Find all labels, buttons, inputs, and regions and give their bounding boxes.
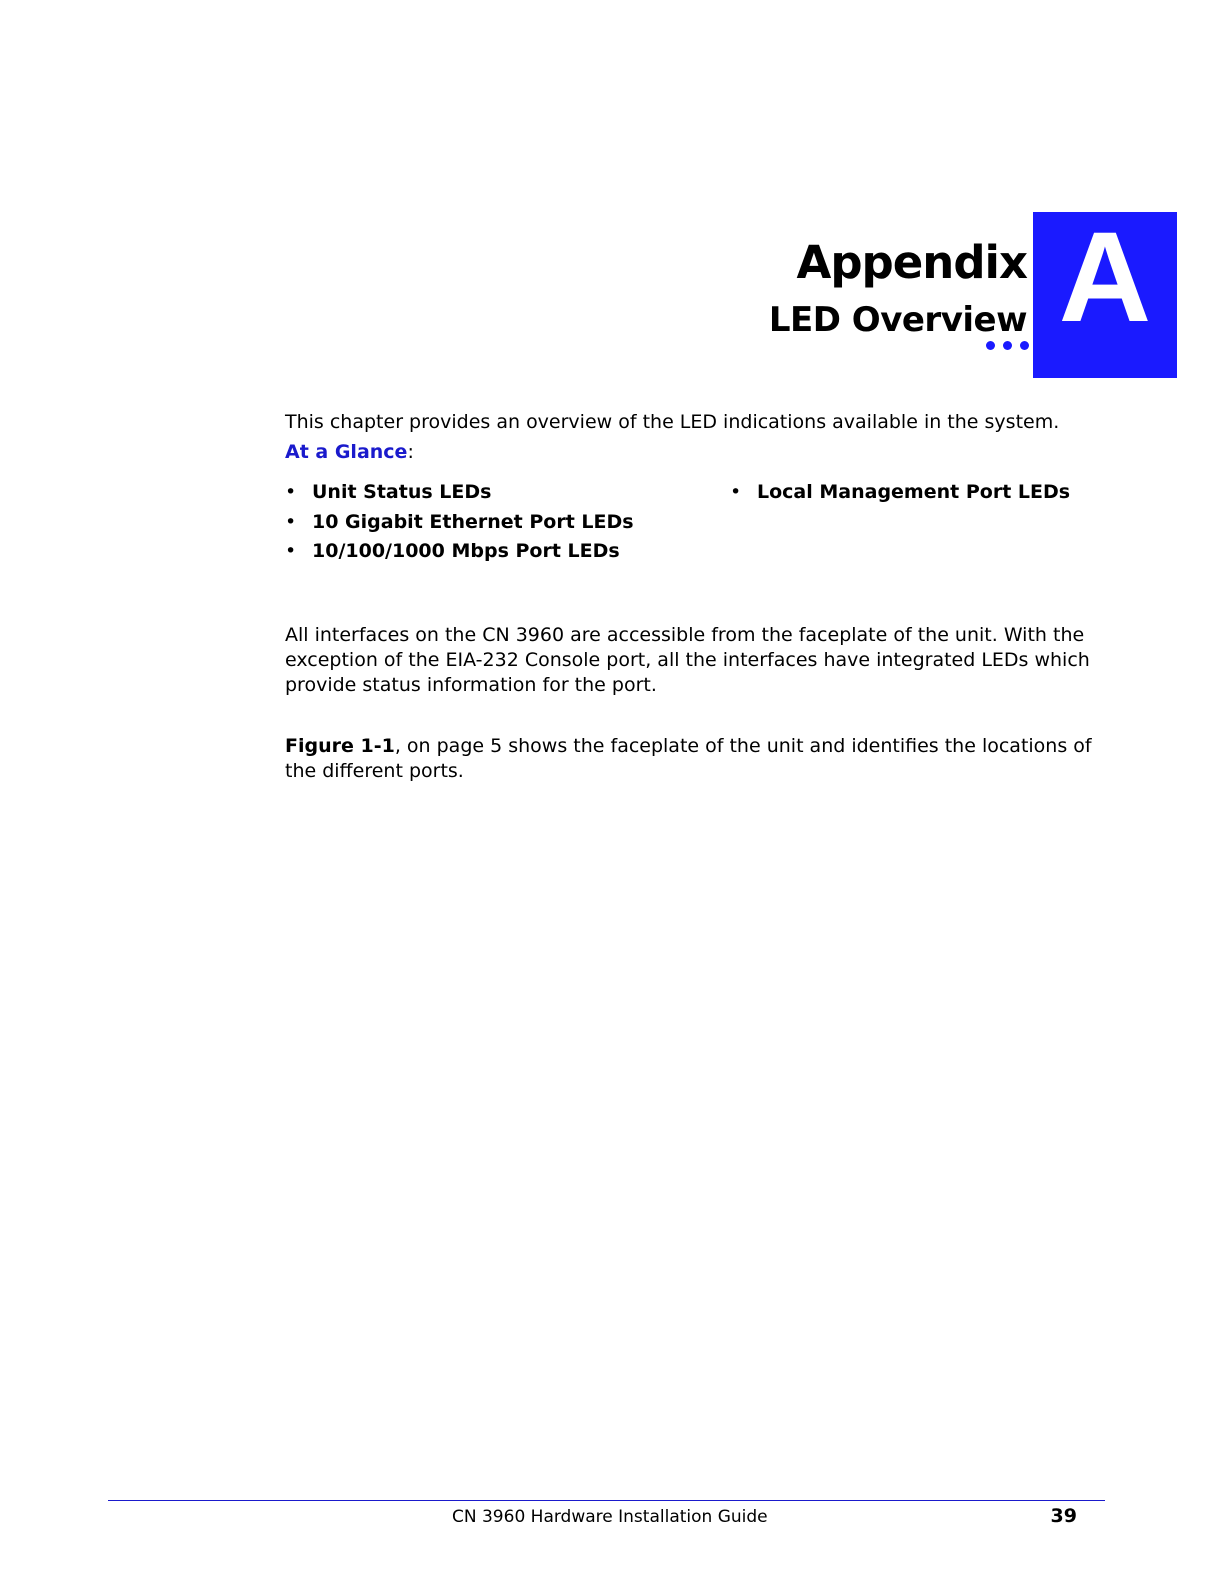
footer-rule xyxy=(108,1500,1105,1501)
list-item xyxy=(285,508,634,538)
appendix-letter: A xyxy=(1058,206,1152,349)
footer-title: CN 3960 Hardware Installation Guide xyxy=(452,1507,768,1527)
at-a-glance-label: At a Glance xyxy=(285,441,408,463)
glance-item-unit-status: Unit Status LEDs xyxy=(312,481,492,503)
bullet-icon: • xyxy=(285,540,297,562)
appendix-letter-box xyxy=(1033,206,1177,378)
intro-text: This chapter provides an overview of the LED indications available in the system. xyxy=(285,411,1060,433)
bullet-icon: • xyxy=(285,481,297,503)
dot-icon xyxy=(1020,341,1029,350)
list-item xyxy=(285,537,634,567)
figure-reference: Figure 1-1 xyxy=(285,735,395,757)
at-a-glance-heading xyxy=(285,440,414,464)
glance-list-left xyxy=(285,478,634,567)
glance-item-10g-ethernet: 10 Gigabit Ethernet Port LEDs xyxy=(312,510,634,533)
appendix-subtitle: LED Overview xyxy=(768,300,1027,340)
figure-paragraph-text: , on page 5 shows the faceplate of the unit and identifies the locations of the different ports. xyxy=(285,735,1092,782)
dot-icon xyxy=(1003,341,1012,350)
glance-item-local-management: Local Management Port LEDs xyxy=(757,481,1071,503)
list-item xyxy=(285,478,634,508)
at-a-glance-colon: : xyxy=(407,441,414,463)
glance-item-10-100-1000: 10/100/1000 Mbps Port LEDs xyxy=(312,540,620,562)
dot-icon xyxy=(986,341,995,350)
page-number: 39 xyxy=(1050,1505,1077,1527)
bullet-icon: • xyxy=(285,510,297,533)
glance-list-right xyxy=(730,478,1070,508)
figure-paragraph xyxy=(285,734,1115,784)
list-item xyxy=(730,478,1070,508)
appendix-title: Appendix xyxy=(796,236,1027,289)
interfaces-paragraph: All interfaces on the CN 3960 are accessible from the faceplate of the unit. With the exception of the EIA-232 Console port, all the interfaces have integrated LEDs which provide status information for the port. xyxy=(285,624,1090,696)
bullet-icon: • xyxy=(730,481,742,503)
